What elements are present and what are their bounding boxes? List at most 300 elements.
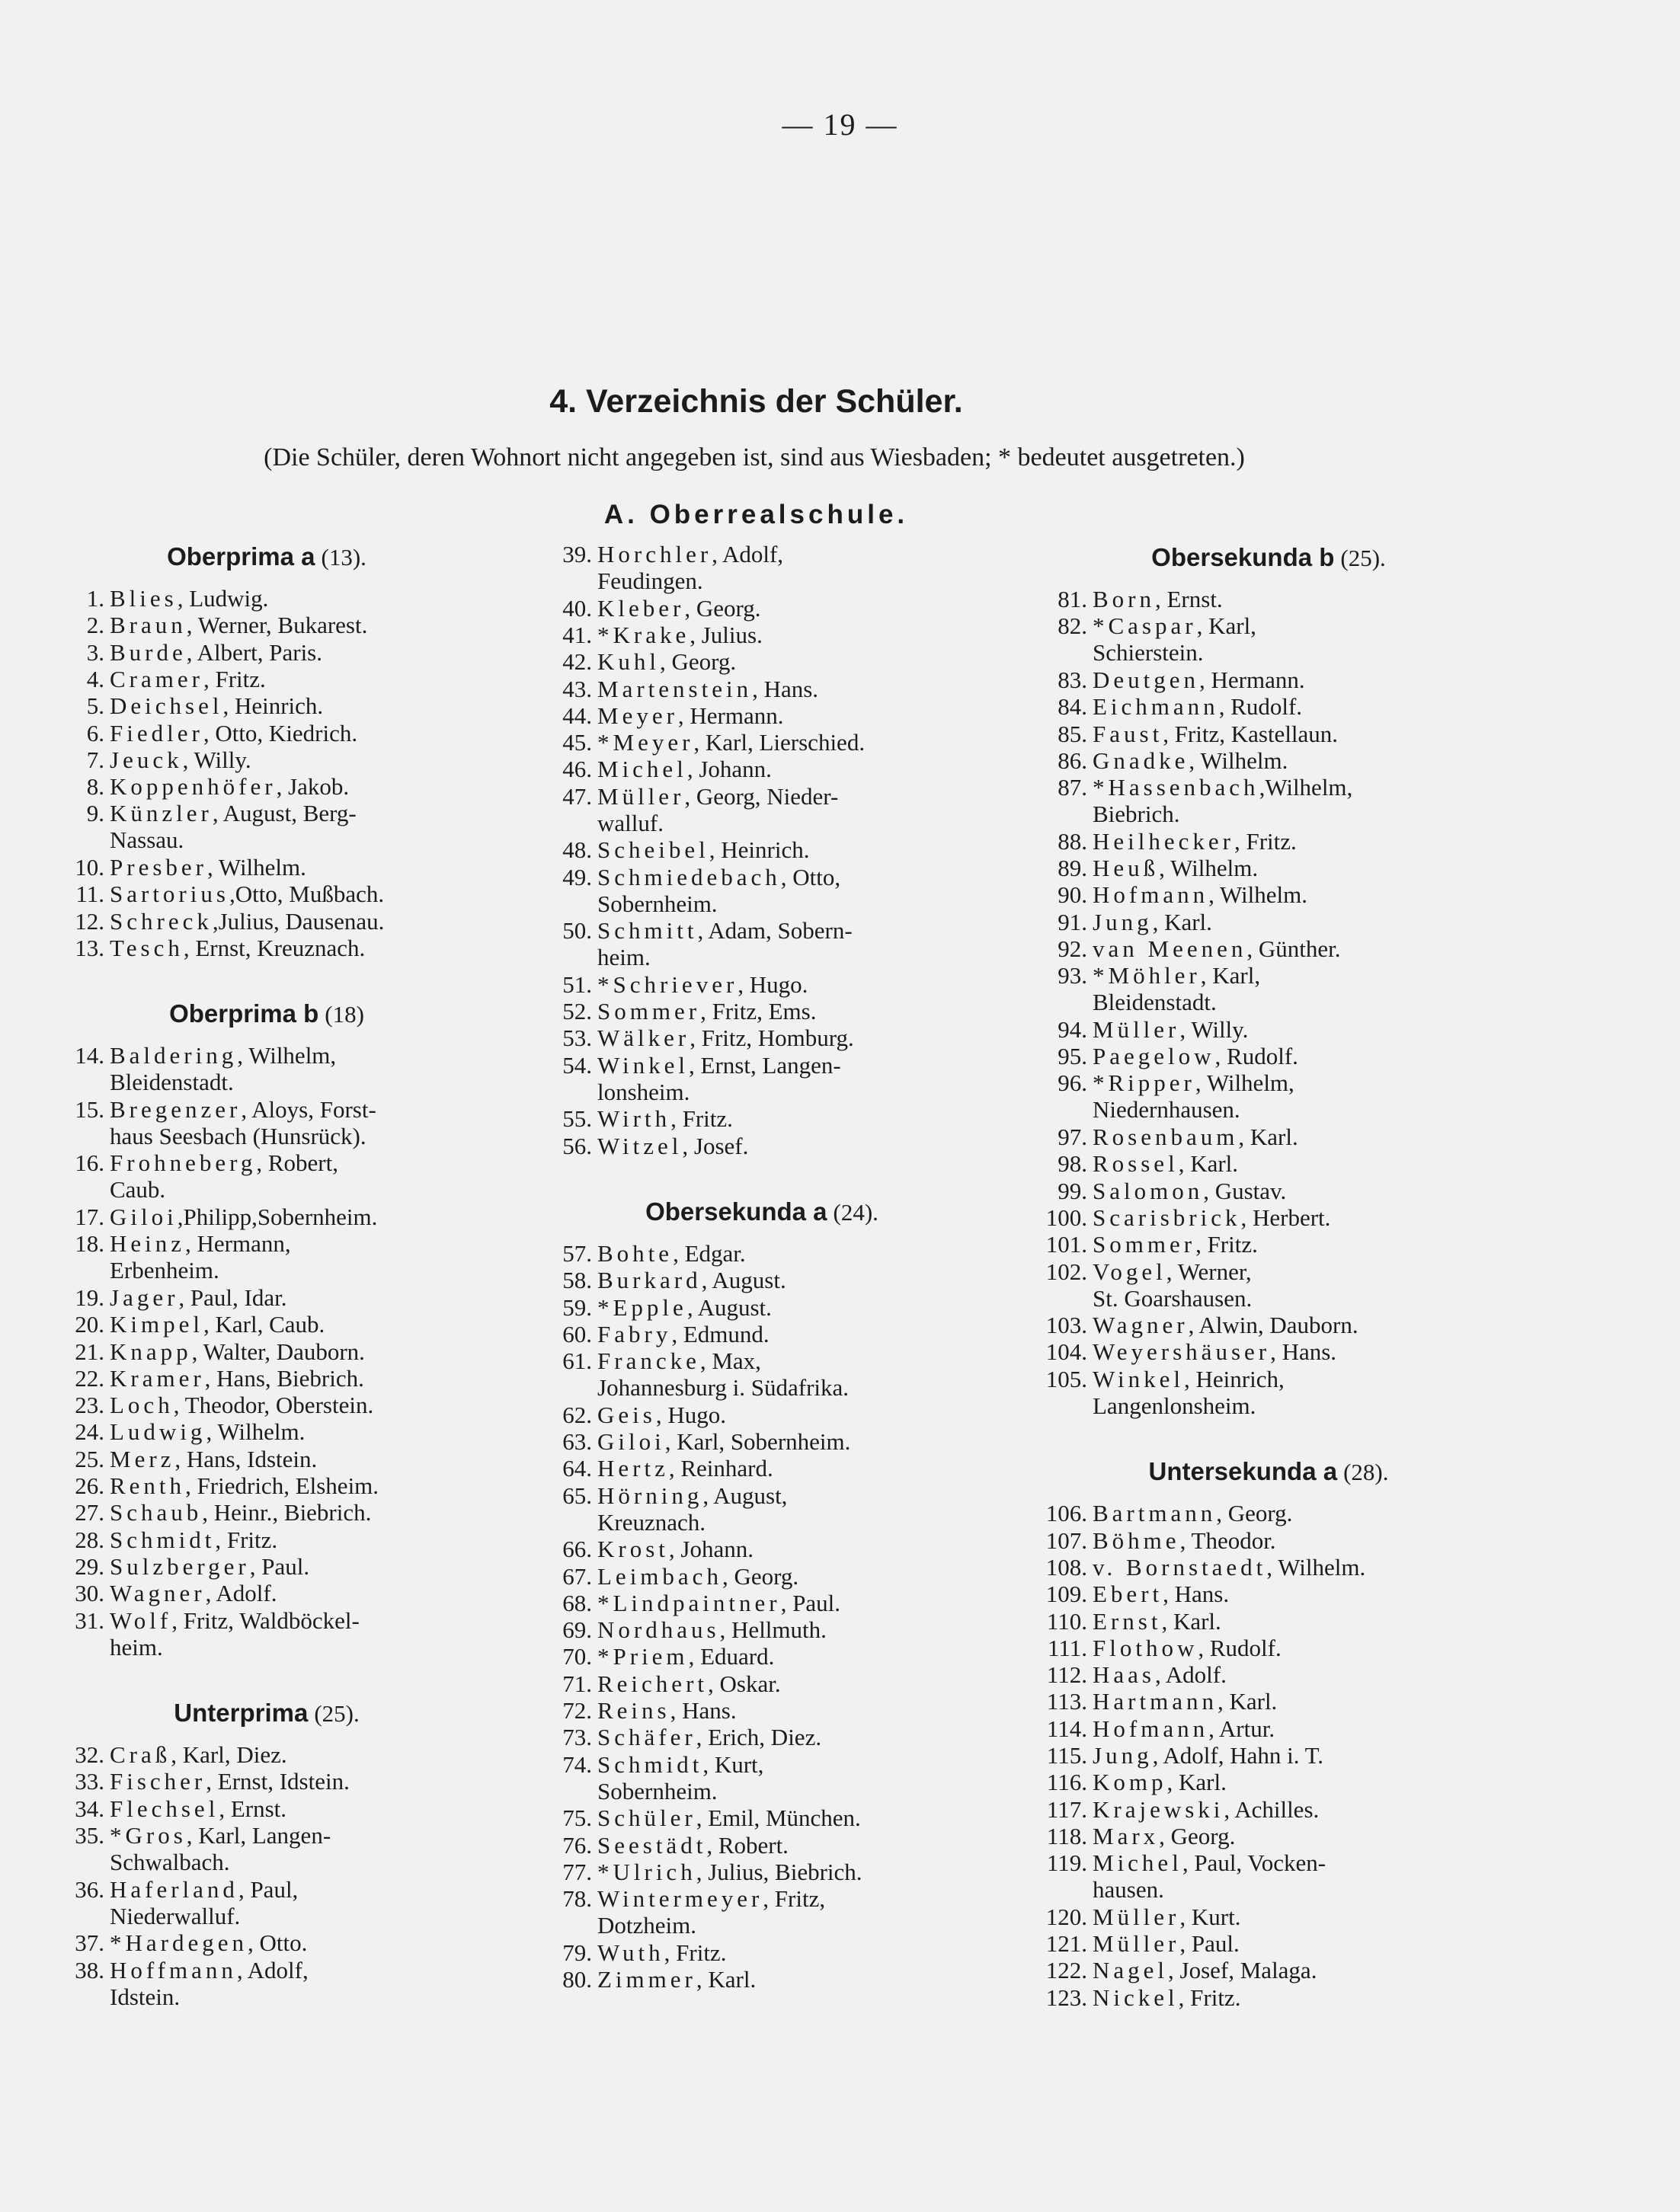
student-surname: Scheibel — [597, 836, 709, 864]
student-surname: Witzel — [597, 1132, 683, 1159]
student-surname: Hofmann — [1093, 1715, 1209, 1742]
student-details: , Karl. — [696, 1966, 757, 1993]
student-number: 82. — [1058, 612, 1087, 640]
student-number: 19. — [75, 1283, 104, 1311]
student-number: 116. — [1046, 1769, 1087, 1796]
student-details: , Willy. — [1179, 1015, 1249, 1043]
student-text — [110, 1230, 291, 1283]
student-text — [110, 1526, 277, 1553]
student-entry — [537, 1024, 987, 1051]
student-text — [597, 541, 783, 594]
student-entry — [537, 756, 987, 782]
legend-note: (Die Schüler, deren Wohnort nicht angegeben ist, sind aus Wiesbaden; * bedeutet ausgetreten.) — [264, 443, 1245, 471]
student-number: 51. — [562, 970, 592, 998]
student-entry — [50, 1741, 484, 1768]
student-text — [1093, 666, 1305, 693]
student-entry — [50, 692, 484, 719]
student-surname: Vogel — [1093, 1258, 1166, 1285]
student-number: 67. — [562, 1562, 592, 1590]
student-text — [110, 639, 322, 666]
student-number: 78. — [562, 1885, 592, 1913]
student-number: 57. — [562, 1239, 592, 1267]
student-number: 123. — [1045, 1983, 1087, 2011]
student-text — [110, 800, 357, 853]
student-details-continued: Sobernheim. — [597, 1777, 718, 1804]
student-number: 84. — [1058, 693, 1087, 721]
student-details: , Georg. — [722, 1562, 799, 1590]
student-text — [597, 1267, 786, 1293]
student-text — [1093, 1150, 1238, 1177]
student-entry — [1032, 1016, 1505, 1043]
student-text — [1093, 1178, 1286, 1204]
student-surname: Kimpel — [110, 1311, 203, 1338]
student-number: 105. — [1045, 1365, 1087, 1392]
student-details-continued: hausen. — [1093, 1876, 1164, 1904]
student-text — [597, 1885, 825, 1939]
student-text — [1093, 828, 1297, 855]
student-surname: Presber — [110, 854, 207, 881]
student-details: , Hermann. — [1199, 666, 1305, 693]
student-details-continued: St. Goarshausen. — [1093, 1284, 1253, 1312]
student-number: 106. — [1045, 1500, 1087, 1527]
student-entry — [537, 1832, 987, 1859]
section-heading — [1032, 1457, 1505, 1486]
student-details: , Hans, Idstein. — [174, 1445, 318, 1472]
student-entry — [50, 1230, 484, 1284]
student-number: 121. — [1045, 1930, 1087, 1958]
student-number: 49. — [562, 863, 592, 890]
student-surname: Renth — [110, 1472, 186, 1499]
student-surname: Fabry — [597, 1320, 672, 1347]
student-surname: Giloi — [597, 1428, 665, 1455]
student-surname: Michel — [597, 756, 687, 783]
student-details-continued: heim. — [110, 1633, 163, 1661]
student-surname: Rosenbaum — [1093, 1124, 1239, 1150]
student-number: 79. — [562, 1939, 592, 1966]
student-number: 46. — [562, 756, 592, 783]
student-entry — [1032, 1742, 1505, 1769]
student-details: , Hans. — [1270, 1338, 1337, 1366]
student-number: 112. — [1046, 1661, 1087, 1689]
student-surname: Fischer — [110, 1768, 206, 1795]
student-details: , August, Berg- — [212, 800, 357, 827]
student-text — [597, 676, 818, 702]
student-text — [597, 1832, 789, 1859]
student-number: 99. — [1058, 1177, 1087, 1204]
student-details: , Karl, Diez. — [171, 1741, 287, 1769]
student-entry — [1032, 962, 1505, 1016]
student-text — [597, 1455, 773, 1482]
student-entry — [1032, 1150, 1505, 1177]
student-entry — [537, 676, 987, 702]
student-entry — [50, 1284, 484, 1311]
student-details: , Johann. — [686, 756, 772, 783]
student-entry — [537, 1428, 987, 1455]
student-text — [1093, 1366, 1285, 1419]
student-entry — [50, 746, 484, 773]
student-details-continued: Bleidenstadt. — [1093, 989, 1217, 1016]
student-number: 38. — [75, 1956, 104, 1983]
student-text — [110, 1795, 286, 1822]
student-surname: Künzler — [110, 800, 213, 827]
student-surname: Jager — [110, 1283, 179, 1311]
student-details-continued: Biebrich. — [1093, 801, 1180, 828]
student-text — [1093, 881, 1307, 908]
student-text — [110, 720, 357, 746]
section-name: Untersekunda a — [1148, 1457, 1338, 1486]
student-entry — [1032, 1688, 1505, 1715]
student-surname: Nordhaus — [597, 1616, 720, 1644]
student-surname: Loch — [110, 1392, 174, 1419]
student-number: 52. — [562, 998, 592, 1025]
student-number: 98. — [1058, 1150, 1087, 1178]
section-count: (13). — [321, 544, 366, 571]
student-details: , Werner, Bukarest. — [186, 612, 368, 639]
student-number: 15. — [75, 1095, 104, 1123]
student-number: 61. — [562, 1347, 592, 1375]
student-text — [597, 702, 784, 729]
student-details: , Karl, Lierschied. — [693, 729, 866, 756]
student-surname: Jung — [1093, 908, 1153, 935]
section-name: Oberprima a — [167, 542, 315, 571]
section-heading — [50, 999, 484, 1028]
student-text — [110, 1929, 307, 1956]
student-details: , Heinrich. — [222, 692, 324, 720]
student-details: , Kurt. — [1179, 1903, 1241, 1930]
student-entry — [1032, 693, 1505, 720]
student-text — [110, 1472, 379, 1499]
student-surname: Paegelow — [1093, 1043, 1215, 1070]
student-text — [110, 1311, 325, 1338]
student-text — [597, 1670, 781, 1697]
student-surname: *Hardegen — [110, 1929, 248, 1957]
student-details: , Rudolf. — [1218, 693, 1303, 721]
student-details: , Georg. — [660, 648, 737, 676]
student-surname: *Schriever — [597, 970, 738, 998]
student-text — [597, 1482, 787, 1536]
section-heading — [50, 1699, 484, 1728]
student-number: 94. — [1058, 1015, 1087, 1043]
student-entry — [537, 1105, 987, 1132]
student-entry — [537, 1724, 987, 1750]
student-surname: Schüler — [597, 1804, 696, 1832]
student-text — [110, 1580, 277, 1606]
student-number: 66. — [562, 1536, 592, 1563]
student-details: , August, — [702, 1482, 788, 1509]
student-surname: Kramer — [110, 1364, 205, 1392]
student-surname: Merz — [110, 1445, 175, 1472]
student-details: , Karl. — [1166, 1769, 1227, 1796]
student-details-continued: Niedernhausen. — [1093, 1096, 1240, 1124]
student-number: 50. — [562, 917, 592, 945]
student-text — [1093, 1930, 1240, 1957]
student-entry — [1032, 1178, 1505, 1204]
student-details: , Paul. — [1179, 1930, 1240, 1958]
student-entry — [537, 1939, 987, 1966]
student-details: , Otto, Kiedrich. — [203, 719, 358, 746]
student-surname: Scarisbrick — [1093, 1203, 1241, 1231]
student-text — [110, 1338, 365, 1365]
student-surname: *Gros — [110, 1822, 187, 1849]
student-number: 58. — [562, 1267, 592, 1294]
student-text — [1093, 1312, 1358, 1338]
student-text — [110, 908, 384, 935]
student-details: , Wilhelm. — [206, 854, 306, 881]
student-number: 13. — [75, 934, 104, 961]
student-number: 70. — [562, 1643, 592, 1670]
student-details: , Karl, — [1200, 962, 1261, 989]
student-number: 73. — [562, 1724, 592, 1751]
student-details-continued: heim. — [597, 944, 651, 971]
student-number: 20. — [75, 1311, 104, 1338]
student-details: , Robert, — [256, 1149, 338, 1177]
student-text — [597, 1590, 840, 1616]
student-entry — [50, 639, 484, 666]
student-entry — [537, 1347, 987, 1402]
student-entry — [1032, 1204, 1505, 1231]
student-details: , Oskar. — [708, 1670, 781, 1697]
student-entry — [537, 1966, 987, 1993]
student-surname: Jeuck — [110, 746, 183, 773]
student-surname: Born — [1093, 586, 1155, 612]
student-surname: Horchler — [597, 541, 712, 567]
student-number: 104. — [1045, 1338, 1087, 1366]
student-entry — [50, 1929, 484, 1956]
student-number: 54. — [562, 1051, 592, 1079]
student-entry — [1032, 1527, 1505, 1554]
student-entry — [50, 720, 484, 746]
student-entry — [50, 773, 484, 800]
student-text — [1093, 1338, 1336, 1365]
student-text — [597, 1024, 854, 1051]
student-entry — [537, 917, 987, 971]
student-surname: Wolf — [110, 1606, 172, 1634]
student-entry — [537, 864, 987, 918]
student-entry — [50, 666, 484, 692]
student-number: 113. — [1046, 1688, 1087, 1715]
student-details: , Achilles. — [1224, 1795, 1320, 1823]
student-details: , Karl. — [1152, 908, 1212, 935]
student-details: , Karl. — [1238, 1124, 1298, 1150]
student-entry — [1032, 1608, 1505, 1635]
student-entry — [537, 1240, 987, 1267]
student-entry — [1032, 935, 1505, 962]
student-entry — [50, 800, 484, 854]
student-text — [597, 1697, 737, 1724]
student-entry — [50, 1876, 484, 1930]
student-details: , Johann. — [668, 1536, 754, 1563]
student-surname: Francke — [597, 1347, 700, 1375]
student-text — [1093, 1957, 1317, 1983]
student-details-continued: Idstein. — [110, 1983, 181, 2010]
student-entry — [1032, 1554, 1505, 1581]
student-number: 28. — [75, 1526, 104, 1553]
student-details-continued: Dotzheim. — [597, 1912, 696, 1939]
student-details: , Hans. — [1163, 1581, 1230, 1608]
student-text — [110, 612, 367, 638]
student-number: 120. — [1045, 1903, 1087, 1930]
student-text — [1093, 1581, 1229, 1607]
student-surname: Giloi — [110, 1203, 178, 1230]
student-number: 29. — [75, 1552, 104, 1580]
student-entry — [1032, 1312, 1505, 1338]
student-details: , Adolf, — [712, 541, 784, 567]
student-details-continued: Johannesburg i. Südafrika. — [597, 1374, 850, 1402]
student-entry — [1032, 1124, 1505, 1150]
student-entry — [1032, 774, 1505, 828]
student-surname: Wintermeyer — [597, 1885, 763, 1913]
student-surname: Böhme — [1093, 1526, 1180, 1554]
student-details: , Josef. — [682, 1132, 749, 1159]
student-entry — [1032, 586, 1505, 612]
student-number: 18. — [75, 1230, 104, 1258]
student-number: 25. — [75, 1445, 104, 1472]
student-surname: Müller — [1093, 1015, 1180, 1043]
student-entry — [50, 1096, 484, 1150]
section-name: Oberprima b — [169, 999, 319, 1028]
student-text — [110, 1284, 286, 1311]
student-number: 35. — [75, 1822, 104, 1849]
student-details: , Ernst. — [1155, 586, 1223, 612]
student-text — [110, 1446, 317, 1472]
student-number: 32. — [75, 1741, 104, 1769]
student-details: , Karl, Langen- — [186, 1822, 331, 1849]
student-text — [597, 1321, 770, 1347]
student-details: , Max, — [699, 1347, 761, 1375]
student-surname: Michel — [1093, 1849, 1182, 1877]
student-entry — [50, 1499, 484, 1526]
student-text — [597, 1859, 862, 1885]
student-surname: Cramer — [110, 665, 203, 692]
student-number: 23. — [75, 1392, 104, 1419]
student-text — [597, 1294, 772, 1321]
student-details: , Kurt, — [702, 1750, 764, 1778]
student-surname: Sommer — [1093, 1231, 1196, 1258]
student-entry — [537, 1133, 987, 1159]
student-details: , Paul, — [238, 1875, 299, 1903]
student-text — [1093, 1500, 1292, 1526]
student-surname: Schmitt — [597, 917, 698, 945]
student-number: 71. — [562, 1670, 592, 1697]
student-details: , Jakob. — [276, 773, 350, 801]
student-details: , Karl, — [1196, 612, 1256, 640]
student-number: 81. — [1058, 586, 1087, 612]
student-entry — [50, 1149, 484, 1203]
student-entry — [50, 1338, 484, 1365]
student-text — [1093, 1124, 1298, 1150]
student-surname: Craß — [110, 1741, 171, 1769]
student-text — [597, 1966, 756, 1993]
student-surname: Krost — [597, 1536, 669, 1563]
student-text — [597, 998, 816, 1024]
student-surname: Wagner — [1093, 1312, 1189, 1339]
student-text — [597, 729, 865, 756]
student-surname: Nickel — [1093, 1983, 1179, 2011]
student-surname: Faust — [1093, 720, 1163, 747]
student-entry — [537, 1455, 987, 1482]
student-entry — [1032, 1823, 1505, 1849]
student-text — [110, 1392, 373, 1418]
student-number: 76. — [562, 1831, 592, 1859]
student-text — [1093, 1527, 1276, 1554]
student-entry — [537, 702, 987, 729]
student-text — [110, 746, 251, 773]
student-number: 2. — [86, 612, 104, 639]
student-surname: *Möhler — [1093, 962, 1201, 989]
student-number: 75. — [562, 1804, 592, 1832]
student-number: 41. — [562, 621, 592, 648]
student-surname: Hartmann — [1093, 1688, 1218, 1715]
student-surname: *Lindpaintner — [597, 1589, 781, 1616]
student-number: 8. — [86, 773, 104, 801]
student-surname: Frohneberg — [110, 1149, 257, 1177]
student-details-continued: Niederwalluf. — [110, 1902, 241, 1929]
student-entry — [1032, 1043, 1505, 1069]
student-details: , August. — [701, 1267, 786, 1294]
student-entry — [50, 935, 484, 961]
student-surname: Müller — [1093, 1930, 1180, 1958]
student-text — [110, 692, 323, 719]
student-surname: *Meyer — [597, 729, 694, 756]
student-surname: Braun — [110, 612, 187, 639]
student-details: , Wilhelm. — [1266, 1553, 1366, 1581]
student-entry — [537, 729, 987, 756]
student-surname: Heilhecker — [1093, 827, 1234, 855]
student-details: , Fritz, Homburg. — [690, 1024, 854, 1052]
student-surname: Hörning — [597, 1482, 703, 1509]
student-number: 3. — [86, 638, 104, 666]
student-entry — [50, 1526, 484, 1553]
student-details: , August. — [686, 1293, 772, 1321]
student-entry — [537, 1563, 987, 1590]
student-entry — [50, 908, 484, 935]
student-details: , Theodor. — [1179, 1526, 1276, 1554]
student-text — [597, 1347, 849, 1401]
student-text — [1093, 855, 1258, 881]
student-entry — [537, 1804, 987, 1831]
student-details-continued: Schierstein. — [1093, 639, 1204, 666]
student-details: , Edgar. — [673, 1239, 746, 1267]
student-details: , Wilhelm. — [1208, 881, 1308, 909]
student-text — [110, 1553, 309, 1580]
student-entry — [1032, 1366, 1505, 1420]
student-number: 72. — [562, 1697, 592, 1724]
student-number: 93. — [1058, 962, 1087, 989]
student-surname: Schmidt — [110, 1526, 216, 1553]
student-entry — [50, 1311, 484, 1338]
student-surname: Deichsel — [110, 692, 223, 720]
student-entry — [1032, 1338, 1505, 1365]
section-count: (28). — [1343, 1459, 1389, 1486]
section-heading — [50, 542, 484, 571]
section-count: (25). — [1340, 545, 1386, 571]
student-number: 48. — [562, 836, 592, 864]
student-entry — [537, 971, 987, 998]
student-entry — [50, 1446, 484, 1472]
student-surname: Hoffmann — [110, 1956, 237, 1983]
student-text — [1093, 1204, 1330, 1231]
student-number: 12. — [75, 907, 104, 935]
student-entry — [1032, 1930, 1505, 1957]
student-details: , Hugo. — [738, 970, 808, 998]
student-entry — [1032, 1258, 1505, 1312]
student-text — [1093, 693, 1302, 720]
student-text — [110, 1149, 338, 1203]
section-count: (25). — [314, 1700, 360, 1728]
student-number: 119. — [1046, 1849, 1087, 1877]
student-text — [1093, 1904, 1240, 1930]
student-details: , Herbert. — [1240, 1203, 1331, 1231]
